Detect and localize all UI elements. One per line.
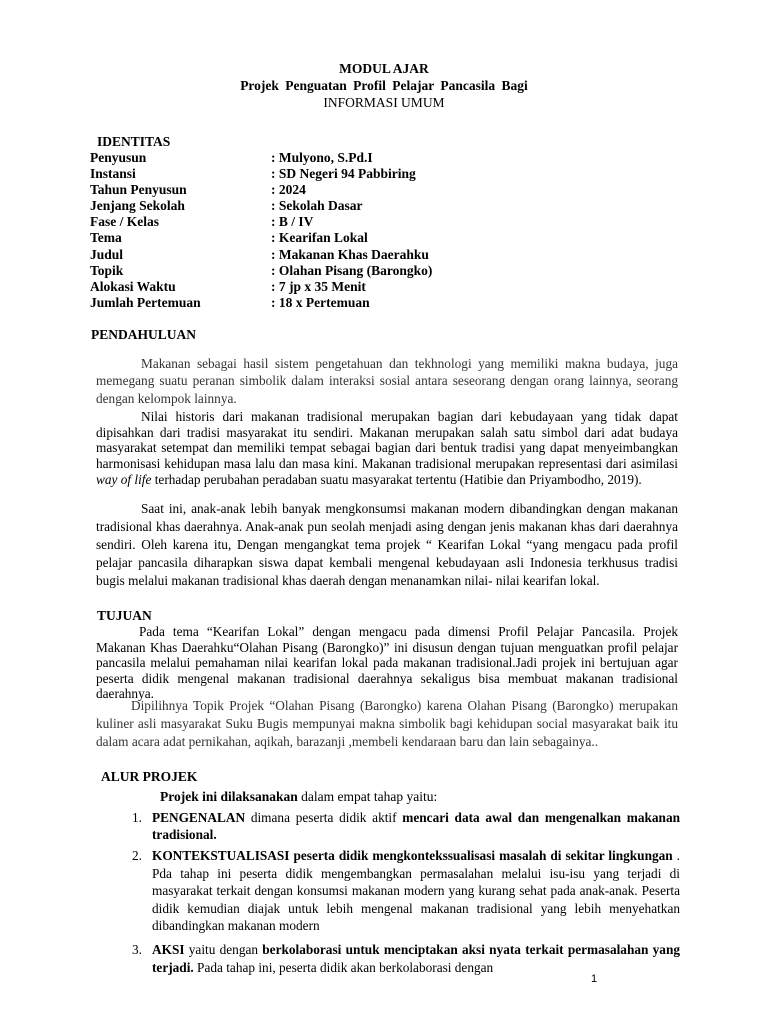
- identitas-value: : Sekolah Dasar: [271, 198, 363, 214]
- paragraph: Makanan sebagai hasil sistem pengetahuan dan tekhnologi yang memiliki makna budaya, juga memegang suatu peranan simbolik dalam interaksi sosial antara seseorang dengan orang lainnya, seorang dengan kelompok lainnya.: [96, 356, 678, 406]
- title-block: [0, 60, 768, 111]
- identitas-row: [90, 198, 690, 214]
- identitas-value: : Makanan Khas Daerahku: [271, 246, 429, 262]
- identitas-row: [90, 214, 690, 230]
- step-heading: PENGENALAN: [152, 810, 246, 825]
- identitas-label: Topik: [90, 262, 124, 278]
- identitas-row: [90, 247, 690, 263]
- identitas-value: : B / IV: [271, 214, 314, 230]
- identitas-value: : Kearifan Lokal: [271, 230, 368, 246]
- identitas-label: Jenjang Sekolah: [90, 198, 185, 214]
- identitas-heading: IDENTITAS: [97, 134, 171, 149]
- identitas-label: Instansi: [90, 166, 136, 182]
- paragraph-text: terhadap perubahan peradaban suatu masyarakat tertentu (Hatibie dan Priyambodho, 2019).: [151, 471, 642, 487]
- identitas-label: Judul: [90, 246, 124, 262]
- step-text: Pada tahap ini, peserta didik akan berkolaborasi dengan: [193, 959, 494, 975]
- identitas-row: [90, 279, 690, 295]
- document-subtitle: Projek Penguatan Profil Pelajar Pancasila Bagi: [240, 78, 528, 93]
- pendahuluan-p3: [96, 500, 678, 590]
- page-number: 1: [591, 973, 598, 985]
- step-heading: KONTEKSTUALISASI: [152, 848, 290, 863]
- identitas-row: [90, 150, 690, 166]
- list-body: [152, 941, 680, 977]
- step-bold: mencari data awal dan mengenalkan makanan tradisional.: [152, 810, 680, 842]
- step-text: yaitu dengan: [184, 941, 263, 957]
- alur-intro: [160, 789, 437, 805]
- identitas-value: : 2024: [271, 182, 306, 198]
- step-text: dimana peserta didik aktif: [245, 810, 403, 825]
- list-number: 1.: [132, 810, 142, 825]
- tujuan-p1: [96, 624, 678, 702]
- identitas-label: Jumlah Pertemuan: [90, 294, 201, 310]
- list-item: [132, 847, 680, 935]
- step-bold: berkolaborasi untuk menciptakan aksi nyata terkait permasalahan yang terjadi.: [152, 941, 680, 975]
- italic-term: way of life: [96, 471, 152, 487]
- paragraph: Dipilihnya Topik Projek “Olahan Pisang (Barongko) karena Olahan Pisang (Barongko) merupakan kuliner asli masyarakat Suku Bugis mempunyai makna simbolik bagi kehidupan social masyarakat baik itu dalam acara adat pernikahan, aqikah, barazanji ,membeli kendaraan baru dan lain sebagainya..: [96, 698, 678, 749]
- identitas-table: [90, 150, 690, 311]
- section-informasi-umum: INFORMASI UMUM: [323, 95, 445, 110]
- tujuan-heading: TUJUAN: [97, 608, 152, 623]
- list-item: [132, 809, 680, 843]
- identitas-value: : 7 jp x 35 Menit: [271, 278, 366, 294]
- identitas-label: Tema: [90, 230, 122, 246]
- step-text: . Pda tahap ini peserta didik mengembangkan permasalahan melalui isu-isu yang terjadi di masyarakat terkait dengan konsumsi makanan modern yang kurang sehat pada anak-anak. Peserta didik kemudian diajak untuk lebih mengenal makanan tradisional yang lebih menyehatkan dibandingkan makanan modern: [152, 848, 680, 933]
- pendahuluan-heading: PENDAHULUAN: [91, 327, 197, 342]
- identitas-value: : SD Negeri 94 Pabbiring: [271, 166, 416, 182]
- identitas-row: [90, 230, 690, 246]
- alur-intro-text: dalam empat tahap yaitu:: [297, 789, 438, 804]
- pendahuluan-p2: [96, 409, 678, 488]
- step-bold: peserta didik mengkontekssualisasi masalah di sekitar lingkungan: [293, 848, 673, 863]
- identitas-value: : Olahan Pisang (Barongko): [271, 262, 433, 278]
- alur-steps: [132, 809, 680, 977]
- alur-intro-bold: Projek ini dilaksanakan: [160, 789, 298, 804]
- identitas-row: [90, 295, 690, 311]
- step-heading: AKSI: [152, 941, 185, 957]
- identitas-label: Fase / Kelas: [90, 214, 159, 230]
- identitas-value: : 18 x Pertemuan: [271, 294, 370, 310]
- identitas-label: Tahun Penyusun: [90, 182, 187, 198]
- identitas-label: Penyusun: [90, 150, 147, 165]
- paragraph: Saat ini, anak-anak lebih banyak mengkonsumsi makanan modern dibandingkan dengan makanan tradisional khas daerahnya. Anak-anak pun seolah menjadi asing dengan jenis makanan khas dari daerahnya sendiri. Oleh karena itu, Dengan mengangkat tema projek “ Kearifan Lokal “yang mengacu pada profil pelajar pancasila diharapkan siswa dapat kembali mengenal kebudayaan asli Indonesia terkhusus tradisi bugis melalui makanan tradisional khas daerah dengan menanamkan nilai- nilai kearifan lokal.: [96, 501, 678, 589]
- tujuan-p2: [96, 697, 678, 751]
- list-body: [152, 809, 680, 843]
- identitas-row: [90, 263, 690, 279]
- pendahuluan-p1: [96, 355, 678, 407]
- identitas-value: : Mulyono, S.Pd.I: [271, 150, 373, 165]
- alur-heading: ALUR PROJEK: [101, 769, 198, 784]
- list-body: [152, 847, 680, 935]
- identitas-row: [90, 166, 690, 182]
- list-item: [132, 941, 680, 977]
- document-title: MODUL AJAR: [339, 61, 429, 76]
- paragraph: Pada tema “Kearifan Lokal” dengan mengacu pada dimensi Profil Pelajar Pancasila. Projek Makanan Khas Daerahku“Olahan Pisang (Barongko)” ini disusun dengan tujuan menguatkan profil pelajar pancasila melalui pemahaman nilai kearifan lokal pada makanan tradisional.Jadi projek ini bertujuan agar peserta didik mengenal makanan tradisional daerahnya sekaligus bisa membuat makanan tradisional daerahnya.: [96, 624, 678, 702]
- identitas-label: Alokasi Waktu: [90, 278, 176, 294]
- paragraph: [96, 409, 678, 488]
- list-number: 2.: [132, 848, 142, 863]
- list-number: 3.: [132, 941, 142, 957]
- identitas-row: [90, 182, 690, 198]
- paragraph-text: Nilai historis dari makanan tradisional merupakan bagian dari kebudayaan yang tidak dapat dipisahkan dari tradisi masyarakat itu sendiri. Makanan merupakan salah satu simbol dari adat budaya masyarakat setempat dan memiliki tempat sebagai bagian dari bentuk tradisi yang dapat menyeimbangkan harmonisasi kehidupan masa lalu dan masa kini. Makanan tradisional merupakan representasi dari asimilasi: [96, 409, 678, 472]
